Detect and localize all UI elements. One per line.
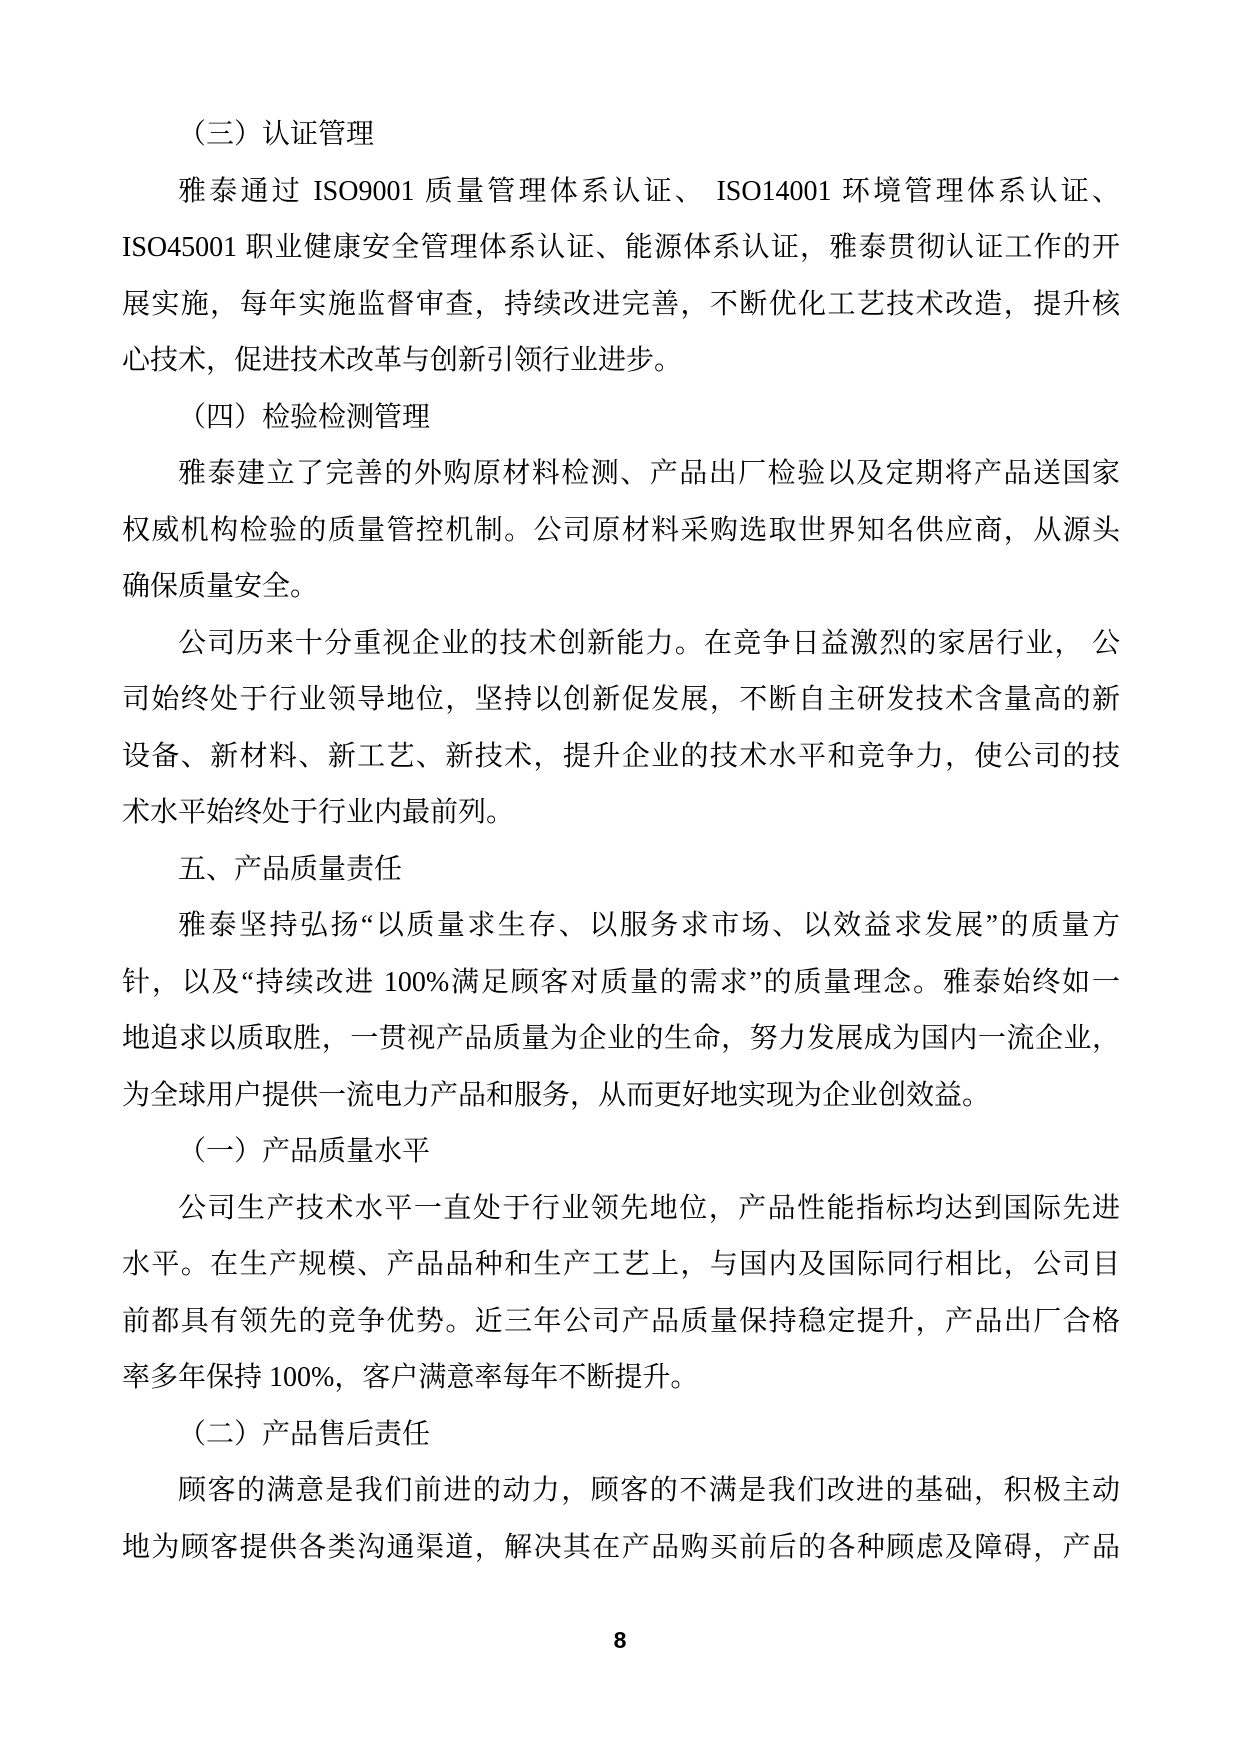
paragraph <box>122 164 1120 390</box>
text-line: （四）检验检测管理 <box>178 401 431 433</box>
text-line: 地追求以质取胜，一贯视产品质量为企业的生命，努力发展成为国内一流企业， <box>122 1023 1120 1054</box>
text-line: 术水平始终处于行业内最前列。 <box>122 797 515 828</box>
text-line: 前都具有领先的竞争优势。近三年公司产品质量保持稳定提升，产品出厂合格 <box>122 1305 1120 1337</box>
text-line: 雅泰通过 ISO9001 质量管理体系认证、 ISO14001 环境管理体系认证、 <box>178 175 1120 207</box>
text-line: 确保质量安全。 <box>122 571 319 602</box>
text-line: 司始终处于行业领导地位，坚持以创新促发展，不断自主研发技术含量高的新 <box>122 684 1120 715</box>
text-line: 率多年保持 100%，客户满意率每年不断提升。 <box>122 1362 699 1393</box>
text-line: （一）产品质量水平 <box>178 1136 431 1167</box>
section-heading <box>122 107 1120 164</box>
section-heading <box>122 842 1120 899</box>
text-line: 五、产品质量责任 <box>178 853 403 885</box>
text-line: 公司生产技术水平一直处于行业领先地位，产品性能指标均达到国际先进 <box>178 1192 1120 1224</box>
text-line: ISO45001 职业健康安全管理体系认证、能源体系认证，雅泰贯彻认证工作的开 <box>122 232 1120 263</box>
text-line: 顾客的满意是我们前进的动力，顾客的不满是我们改进的基础，积极主动 <box>178 1475 1120 1506</box>
paragraph <box>122 898 1120 1124</box>
section-heading <box>122 1407 1120 1464</box>
text-line: 展实施，每年实施监督审查，持续改进完善，不断优化工艺技术改造，提升核 <box>122 288 1120 320</box>
text-line: （三）认证管理 <box>178 119 375 150</box>
text-line: 公司历来十分重视企业的技术创新能力。在竞争日益激烈的家居行业， 公 <box>178 627 1120 659</box>
paragraph <box>122 616 1120 842</box>
text-line: （二）产品售后责任 <box>178 1418 431 1450</box>
paragraph <box>122 1463 1120 1576</box>
document-body <box>122 107 1120 1576</box>
section-heading <box>122 390 1120 447</box>
paragraph <box>122 446 1120 616</box>
text-line: 雅泰建立了完善的外购原材料检测、产品出厂检验以及定期将产品送国家 <box>178 458 1120 489</box>
text-line: 针，以及“持续改进 100%满足顾客对质量的需求”的质量理念。雅泰始终如一 <box>122 966 1120 998</box>
paragraph <box>122 1181 1120 1407</box>
text-line: 水平。在生产规模、产品品种和生产工艺上，与国内及国际同行相比，公司目 <box>122 1249 1120 1280</box>
text-line: 设备、新材料、新工艺、新技术，提升企业的技术水平和竞争力，使公司的技 <box>122 740 1120 772</box>
text-line: 雅泰坚持弘扬“以质量求生存、以服务求市场、以效益求发展”的质量方 <box>178 910 1120 941</box>
section-heading <box>122 1124 1120 1181</box>
text-line: 心技术，促进技术改革与创新引领行业进步。 <box>122 345 683 376</box>
text-line: 地为顾客提供各类沟通渠道，解决其在产品购买前后的各种顾虑及障碍，产品 <box>122 1531 1120 1563</box>
text-line: 权威机构检验的质量管控机制。公司原材料采购选取世界知名供应商，从源头 <box>122 514 1120 546</box>
page-number: 8 <box>613 1627 627 1653</box>
text-line: 为全球用户提供一流电力产品和服务，从而更好地实现为企业创效益。 <box>122 1079 991 1111</box>
